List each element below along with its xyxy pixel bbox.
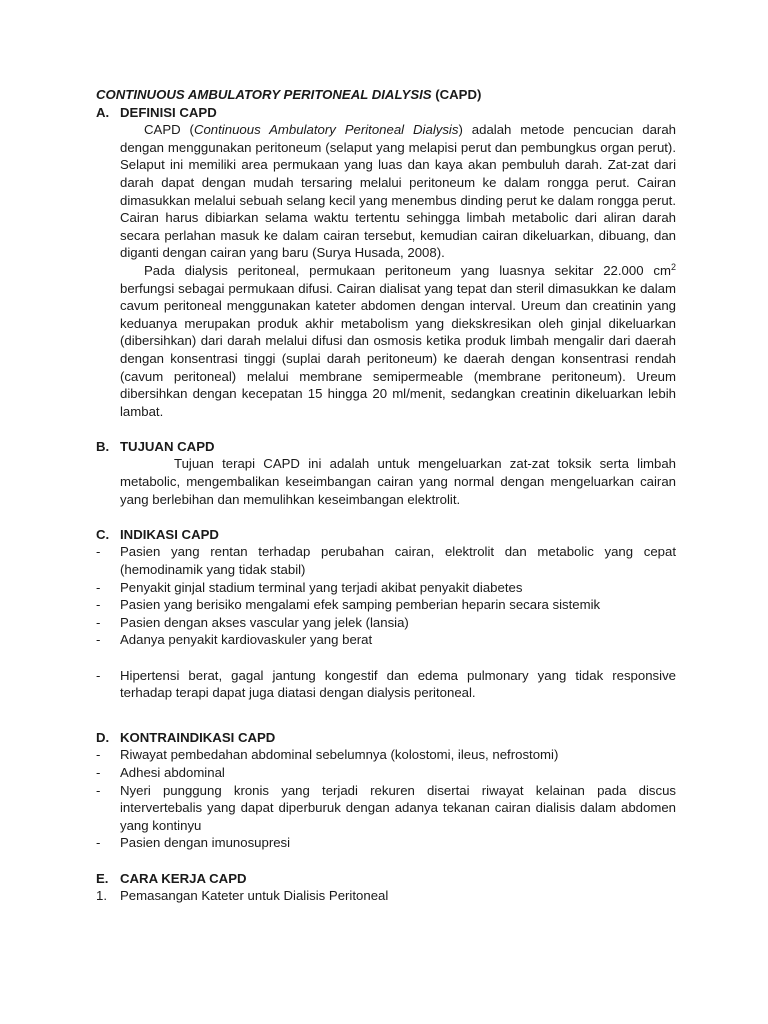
section-a-title: DEFINISI CAPD [120,104,217,120]
list-item-text: Penyakit ginjal stadium terminal yang terjadi akibat penyakit diabetes [120,579,523,595]
list-item-text: Riwayat pembedahan abdominal sebelumnya (kolostomi, ileus, nefrostomi) [120,747,559,763]
section-c-heading [96,526,676,544]
section-a-p2-superscript: 2 [670,261,676,272]
bullet-marker: - [96,667,101,683]
section-d-heading [96,729,676,747]
list-item-text: Pasien dengan akses vascular yang jelek (lansia) [120,614,409,630]
list-item [96,834,676,852]
list-item [96,764,676,782]
spacer [96,702,676,729]
section-a-p1-end: ) adalah metode pencucian darah dengan menggunakan peritoneum (selaput yang melapisi perut dan pembungkus organ perut). Selaput ini memiliki area permukaan yang luas dan kaya akan pembuluh darah. Zat-zat dari darah dapat dengan mudah tersaring melalui peritoneum ke dalam rongga perut. Cairan dimasukkan melalui sebuah selang kecil yang menembus dinding perut ke dalam rongga perut. Cairan harus dibiarkan selama waktu tertentu sehingga limbah metabolic dari aliran darah secara perlahan masuk ke dalam cairan tersebut, kemudian cairan dikeluarkan, dibuang, dan diganti dengan cairan yang baru (Surya Husada, 2008). [120,122,676,261]
section-a-p2-start: Pada dialysis peritoneal, permukaan peritoneum yang luasnya sekitar 22.000 cm [144,262,671,278]
section-b-title: TUJUAN CAPD [120,438,215,454]
list-item [96,614,676,632]
bullet-marker: - [96,597,101,613]
section-b-paragraph-1: Tujuan terapi CAPD ini adalah untuk mengeluarkan zat-zat toksik serta limbah metabolic, mengembalikan keseimbangan cairan yang normal dengan mengeluarkan cairan yang berlebihan dan memulihkan keseimbangan elektrolit. [120,456,676,507]
bullet-marker: - [96,614,101,630]
section-e-letter: E. [96,870,109,886]
list-item-text: Pasien yang rentan terhadap perubahan cairan, elektrolit dan metabolic yang cepat (hemodinamik yang tidak stabil) [120,544,676,578]
section-a-p1-italic: Continuous Ambulatory Peritoneal Dialysis [193,122,459,138]
section-a-letter: A. [96,104,110,120]
bullet-marker: - [96,764,101,780]
document-content [96,86,676,905]
number-marker: 1. [96,888,107,904]
section-b-letter: B. [96,438,110,454]
numbered-item [96,887,676,905]
list-item-text: Nyeri punggung kronis yang terjadi rekuren disertai riwayat kelainan pada discus intervertebalis yang dapat diperburuk dengan adanya tekanan cairan dialisis dalam abdomen yang kontinyu [120,782,676,833]
document-title [96,86,676,104]
list-item [96,746,676,764]
list-item [96,596,676,614]
list-item-text: Pasien dengan imunosupresi [120,835,291,851]
section-a-paragraph-2 [120,262,676,420]
bullet-marker: - [96,747,101,763]
spacer [96,649,676,667]
list-item [96,579,676,597]
spacer [96,508,676,526]
section-d-letter: D. [96,729,110,745]
spacer [96,420,676,438]
bullet-marker: - [96,579,101,595]
section-a-p1-start: CAPD ( [144,122,194,138]
bullet-marker: - [96,782,101,798]
section-b-heading [96,438,676,456]
spacer [96,852,676,870]
list-item [96,667,676,702]
section-a-p2-end: berfungsi sebagai permukaan difusi. Cairan dialisat yang tepat dan steril dimasukkan ke dalam cavum peritoneal menggunakan kateter abdomen dengan interval. Ureum dan creatinin yang keduanya merupakan produk akhir metabolism yang diekskresikan oleh ginjal dikeluarkan (dibersihkan) dari darah melalui difusi dan osmosis ketika produk limbah mengalir dari daerah dengan konsentrasi tinggi (suplai darah peritoneum) ke daerah dengan konsentrasi rendah (cavum peritoneal) melalui membrane semipermeable (membrane peritoneum). Ureum dibersihkan dengan kecepatan 15 hingga 20 ml/menit, sedangkan creatinin dikeluarkan lebih lambat. [120,280,676,419]
bullet-marker: - [96,544,101,560]
list-item-text: Adanya penyakit kardiovaskuler yang berat [120,632,373,648]
list-item-text: Pasien yang berisiko mengalami efek samping pemberian heparin secara sistemik [120,597,601,613]
title-suffix: (CAPD) [431,87,482,102]
list-item [96,543,676,578]
title-italic: CONTINUOUS AMBULATORY PERITONEAL DIALYSIS [96,87,432,102]
list-item [96,631,676,649]
list-item [96,782,676,835]
numbered-item-text: Pemasangan Kateter untuk Dialisis Peritoneal [120,888,389,904]
section-c-letter: C. [96,526,110,542]
section-c-title: INDIKASI CAPD [120,526,219,542]
section-d-title: KONTRAINDIKASI CAPD [120,729,276,745]
section-e-heading [96,870,676,888]
list-item-text: Adhesi abdominal [120,764,225,780]
bullet-marker: - [96,835,101,851]
section-e-title: CARA KERJA CAPD [120,870,247,886]
bullet-marker: - [96,632,101,648]
section-a-heading [96,104,676,122]
list-item-text: Hipertensi berat, gagal jantung kongestif dan edema pulmonary yang tidak responsive terhadap terapi dapat juga diatasi dengan dialysis peritoneal. [120,667,676,701]
section-a-paragraph-1 [120,121,676,262]
